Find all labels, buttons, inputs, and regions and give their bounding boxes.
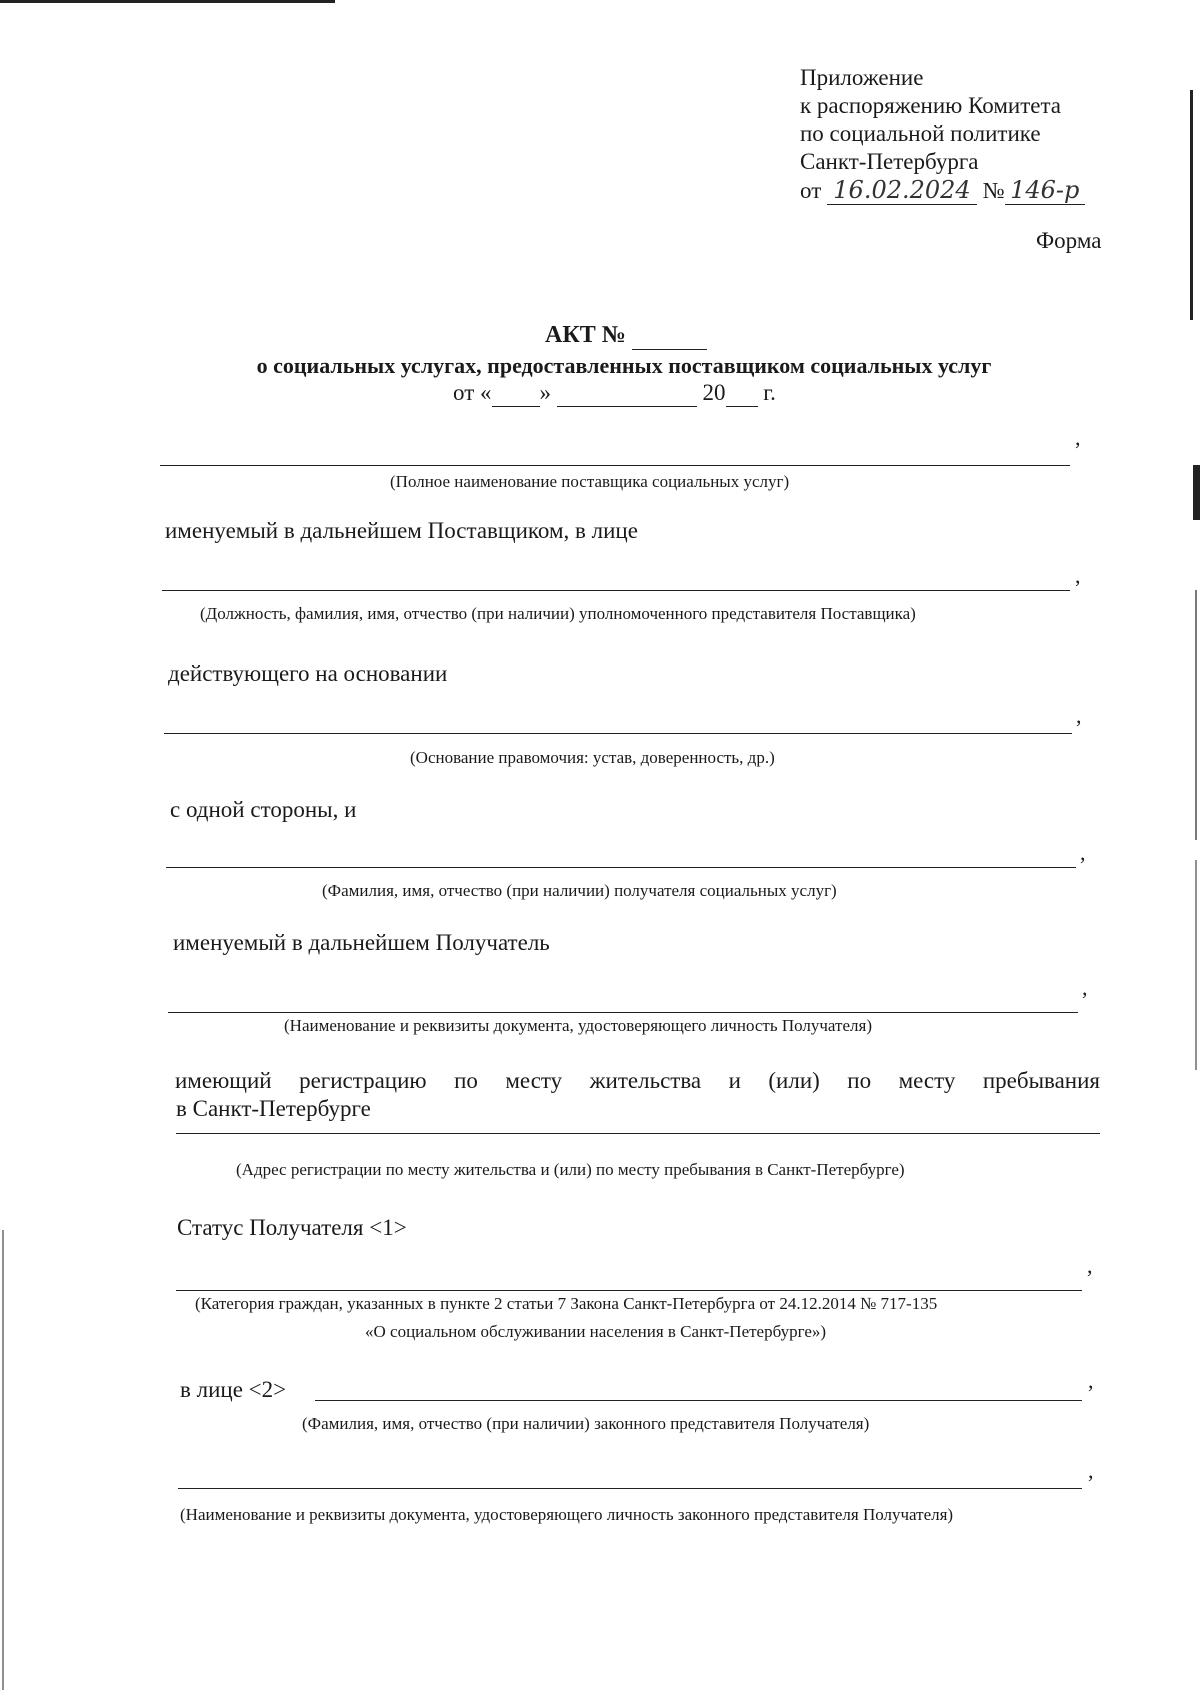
recipient-id-doc-line (168, 1012, 1078, 1013)
recipient-name-line (166, 867, 1076, 868)
registration-word: месту (898, 1068, 956, 1093)
scan-edge-right-upper (1190, 90, 1193, 320)
act-year-blank (726, 380, 758, 407)
comma: , (1087, 1253, 1093, 1278)
caption-provider-rep: (Должность, фамилия, имя, отчество (при наличии) уполномоченного представителя Поставщика) (200, 604, 916, 623)
appendix-line-1: Приложение (800, 65, 924, 90)
caption-recipient-address: (Адрес регистрации по месту жительства и (или) по месту пребывания в Санкт-Петербурге) (236, 1160, 905, 1179)
registration-word: по (847, 1068, 872, 1093)
provider-name-line (160, 465, 1070, 466)
text-recipient-named: именуемый в дальнейшем Получатель (173, 930, 550, 955)
act-year-suffix: г. (763, 380, 776, 405)
act-date-line (453, 380, 776, 407)
appendix-date-handwritten: 16.02.2024 (827, 176, 977, 205)
text-acting-basis: действующего на основании (168, 661, 448, 686)
caption-legal-rep-name: (Фамилия, имя, отчество (при наличии) законного представителя Получателя) (302, 1414, 870, 1433)
caption-category-line1: (Категория граждан, указанных в пункте 2 статьи 7 Закона Санкт-Петербурга от 24.12.2014 № 717-135 (195, 1294, 938, 1313)
act-number-blank (632, 322, 707, 350)
text-provider-named: именуемый в дальнейшем Поставщиком, в лице (165, 518, 638, 543)
text-one-side: с одной стороны, и (170, 797, 357, 822)
act-title (545, 322, 707, 350)
caption-recipient-name: (Фамилия, имя, отчество (при наличии) получателя социальных услуг) (322, 881, 837, 900)
act-date-from: от « (453, 380, 492, 405)
scan-edge-right-mid (1195, 590, 1197, 840)
appendix-block (800, 64, 1085, 205)
appendix-line-2: к распоряжению Комитета (800, 93, 1061, 118)
act-subtitle: о социальных услугах, предоставленных поставщиком социальных услуг (256, 353, 992, 378)
appendix-line-3: по социальной политике (800, 121, 1041, 146)
act-year: 20 (702, 380, 726, 405)
registration-word: пребывания (982, 1068, 1100, 1093)
appendix-number-handwritten: 146-р (1005, 176, 1085, 205)
comma: , (1088, 1368, 1094, 1393)
comma: , (1082, 975, 1088, 1000)
text-in-person: в лице <2> (180, 1377, 287, 1402)
text-recipient-status: Статус Получателя <1> (177, 1215, 407, 1240)
act-month-blank (557, 380, 697, 407)
comma: , (1088, 1458, 1094, 1483)
appendix-number-prefix: № (982, 178, 1005, 203)
registration-word: (или) (768, 1068, 820, 1093)
registration-word: имеющий (175, 1068, 272, 1093)
appendix-line-4: Санкт-Петербурга (800, 149, 979, 174)
form-label: Форма (1036, 228, 1102, 253)
comma: , (1080, 840, 1086, 865)
caption-category-line2: «О социальном обслуживании населения в Санкт-Петербурге») (365, 1322, 827, 1341)
caption-legal-rep-id-doc: (Наименование и реквизиты документа, удостоверяющего личность законного представителя Получателя) (180, 1505, 954, 1524)
act-day-blank (492, 380, 540, 407)
text-registration-line2: в Санкт-Петербурге (176, 1096, 371, 1121)
caption-authority-basis: (Основание правомочия: устав, доверенность, др.) (410, 748, 775, 767)
act-date-close: » (539, 380, 551, 405)
recipient-address-line (176, 1133, 1100, 1134)
legal-rep-name-line (315, 1400, 1082, 1401)
scan-edge-right-block (1193, 465, 1200, 520)
scan-edge-left-lower (2, 1230, 4, 1690)
appendix-date-prefix: от (800, 178, 822, 203)
text-registration-line1 (175, 1068, 1100, 1094)
appendix-date-line (800, 176, 1085, 205)
comma: , (1076, 703, 1082, 728)
recipient-category-line (176, 1290, 1082, 1291)
registration-word: жительства (589, 1068, 702, 1093)
scan-edge-top (0, 0, 335, 3)
act-title-text: АКТ № (545, 322, 626, 348)
authority-basis-line (164, 733, 1072, 734)
comma: , (1075, 425, 1081, 450)
scan-edge-right-lower (1195, 860, 1197, 1070)
caption-provider-name: (Полное наименование поставщика социальных услуг) (390, 472, 790, 491)
registration-word: регистрацию (299, 1068, 427, 1093)
comma: , (1075, 563, 1081, 588)
provider-rep-line (162, 590, 1070, 591)
registration-word: по (454, 1068, 478, 1093)
caption-recipient-id-doc: (Наименование и реквизиты документа, удостоверяющего личность Получателя) (284, 1016, 872, 1035)
registration-word: и (728, 1068, 741, 1093)
legal-rep-id-doc-line (178, 1488, 1082, 1489)
registration-word: месту (505, 1068, 563, 1093)
